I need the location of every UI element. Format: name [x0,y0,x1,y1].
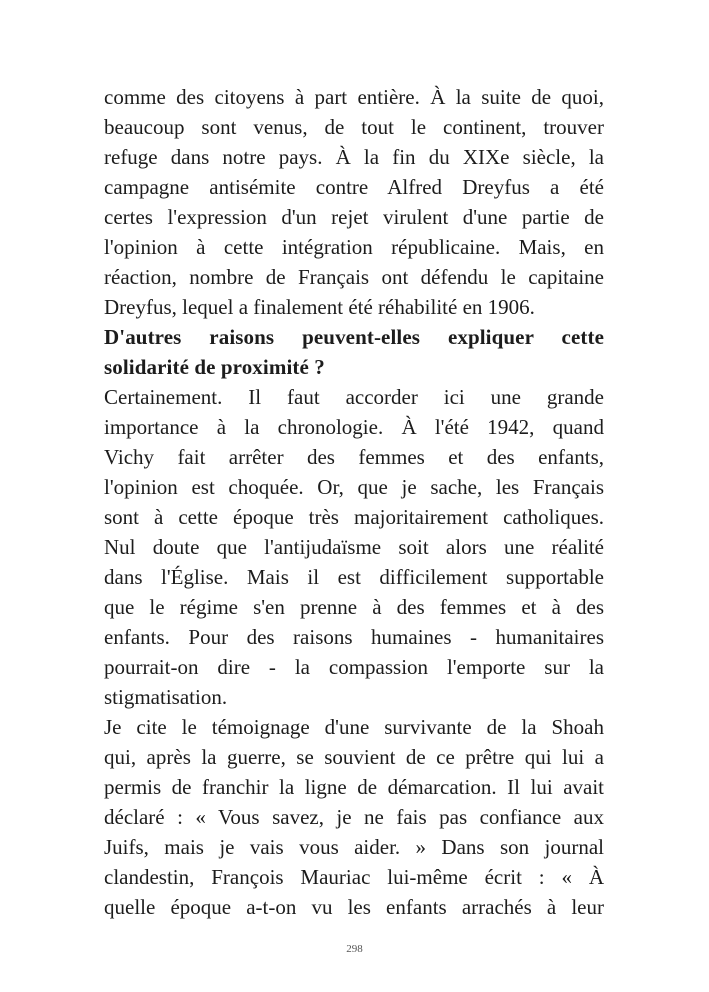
text-line: beaucoup sont venus, de tout le continent, trouver [104,115,604,139]
text-line: Juifs, mais je vais vous aider. » Dans son journal [104,835,604,859]
body-paragraph [104,712,604,922]
text-line: l'opinion est choquée. Or, que je sache, les Français [104,475,604,499]
text-line: l'opinion à cette intégration républicaine. Mais, en [104,235,604,259]
text-line: D'autres raisons peuvent-elles expliquer cette [104,325,604,349]
page-text [104,82,604,922]
body-paragraph [104,82,604,322]
text-line: que le régime s'en prenne à des femmes et à des [104,595,604,619]
text-line: Certainement. Il faut accorder ici une grande [104,385,604,409]
text-line: qui, après la guerre, se souvient de ce prêtre qui lui a [104,745,604,769]
text-line: permis de franchir la ligne de démarcation. Il lui avait [104,775,604,799]
interview-question [104,322,604,382]
text-line: réaction, nombre de Français ont défendu le capitaine [104,265,604,289]
page-number: 298 [346,943,363,955]
text-line: dans l'Église. Mais il est difficilement supportable [104,565,604,589]
text-line: déclaré : « Vous savez, je ne fais pas confiance aux [104,805,604,829]
text-line: Dreyfus, lequel a finalement été réhabilité en 1906. [104,295,535,319]
body-paragraph [104,382,604,712]
text-line: pourrait-on dire - la compassion l'emporte sur la [104,655,604,679]
text-line: certes l'expression d'un rejet virulent d'une partie de [104,205,604,229]
text-line: clandestin, François Mauriac lui-même écrit : « À [104,865,604,889]
text-line: quelle époque a-t-on vu les enfants arrachés à leur [104,895,604,919]
text-line: refuge dans notre pays. À la fin du XIXe siècle, la [104,145,604,169]
text-line: sont à cette époque très majoritairement catholiques. [104,505,604,529]
text-line: solidarité de proximité ? [104,355,325,379]
text-line: stigmatisation. [104,685,228,709]
text-line: Je cite le témoignage d'une survivante de la Shoah [104,715,604,739]
text-line: comme des citoyens à part entière. À la suite de quoi, [104,85,604,109]
text-line: campagne antisémite contre Alfred Dreyfus a été [104,175,604,199]
text-line: Nul doute que l'antijudaïsme soit alors une réalité [104,535,604,559]
text-line: Vichy fait arrêter des femmes et des enfants, [104,445,604,469]
text-line: importance à la chronologie. À l'été 1942, quand [104,415,604,439]
text-line: enfants. Pour des raisons humaines - humanitaires [104,625,604,649]
